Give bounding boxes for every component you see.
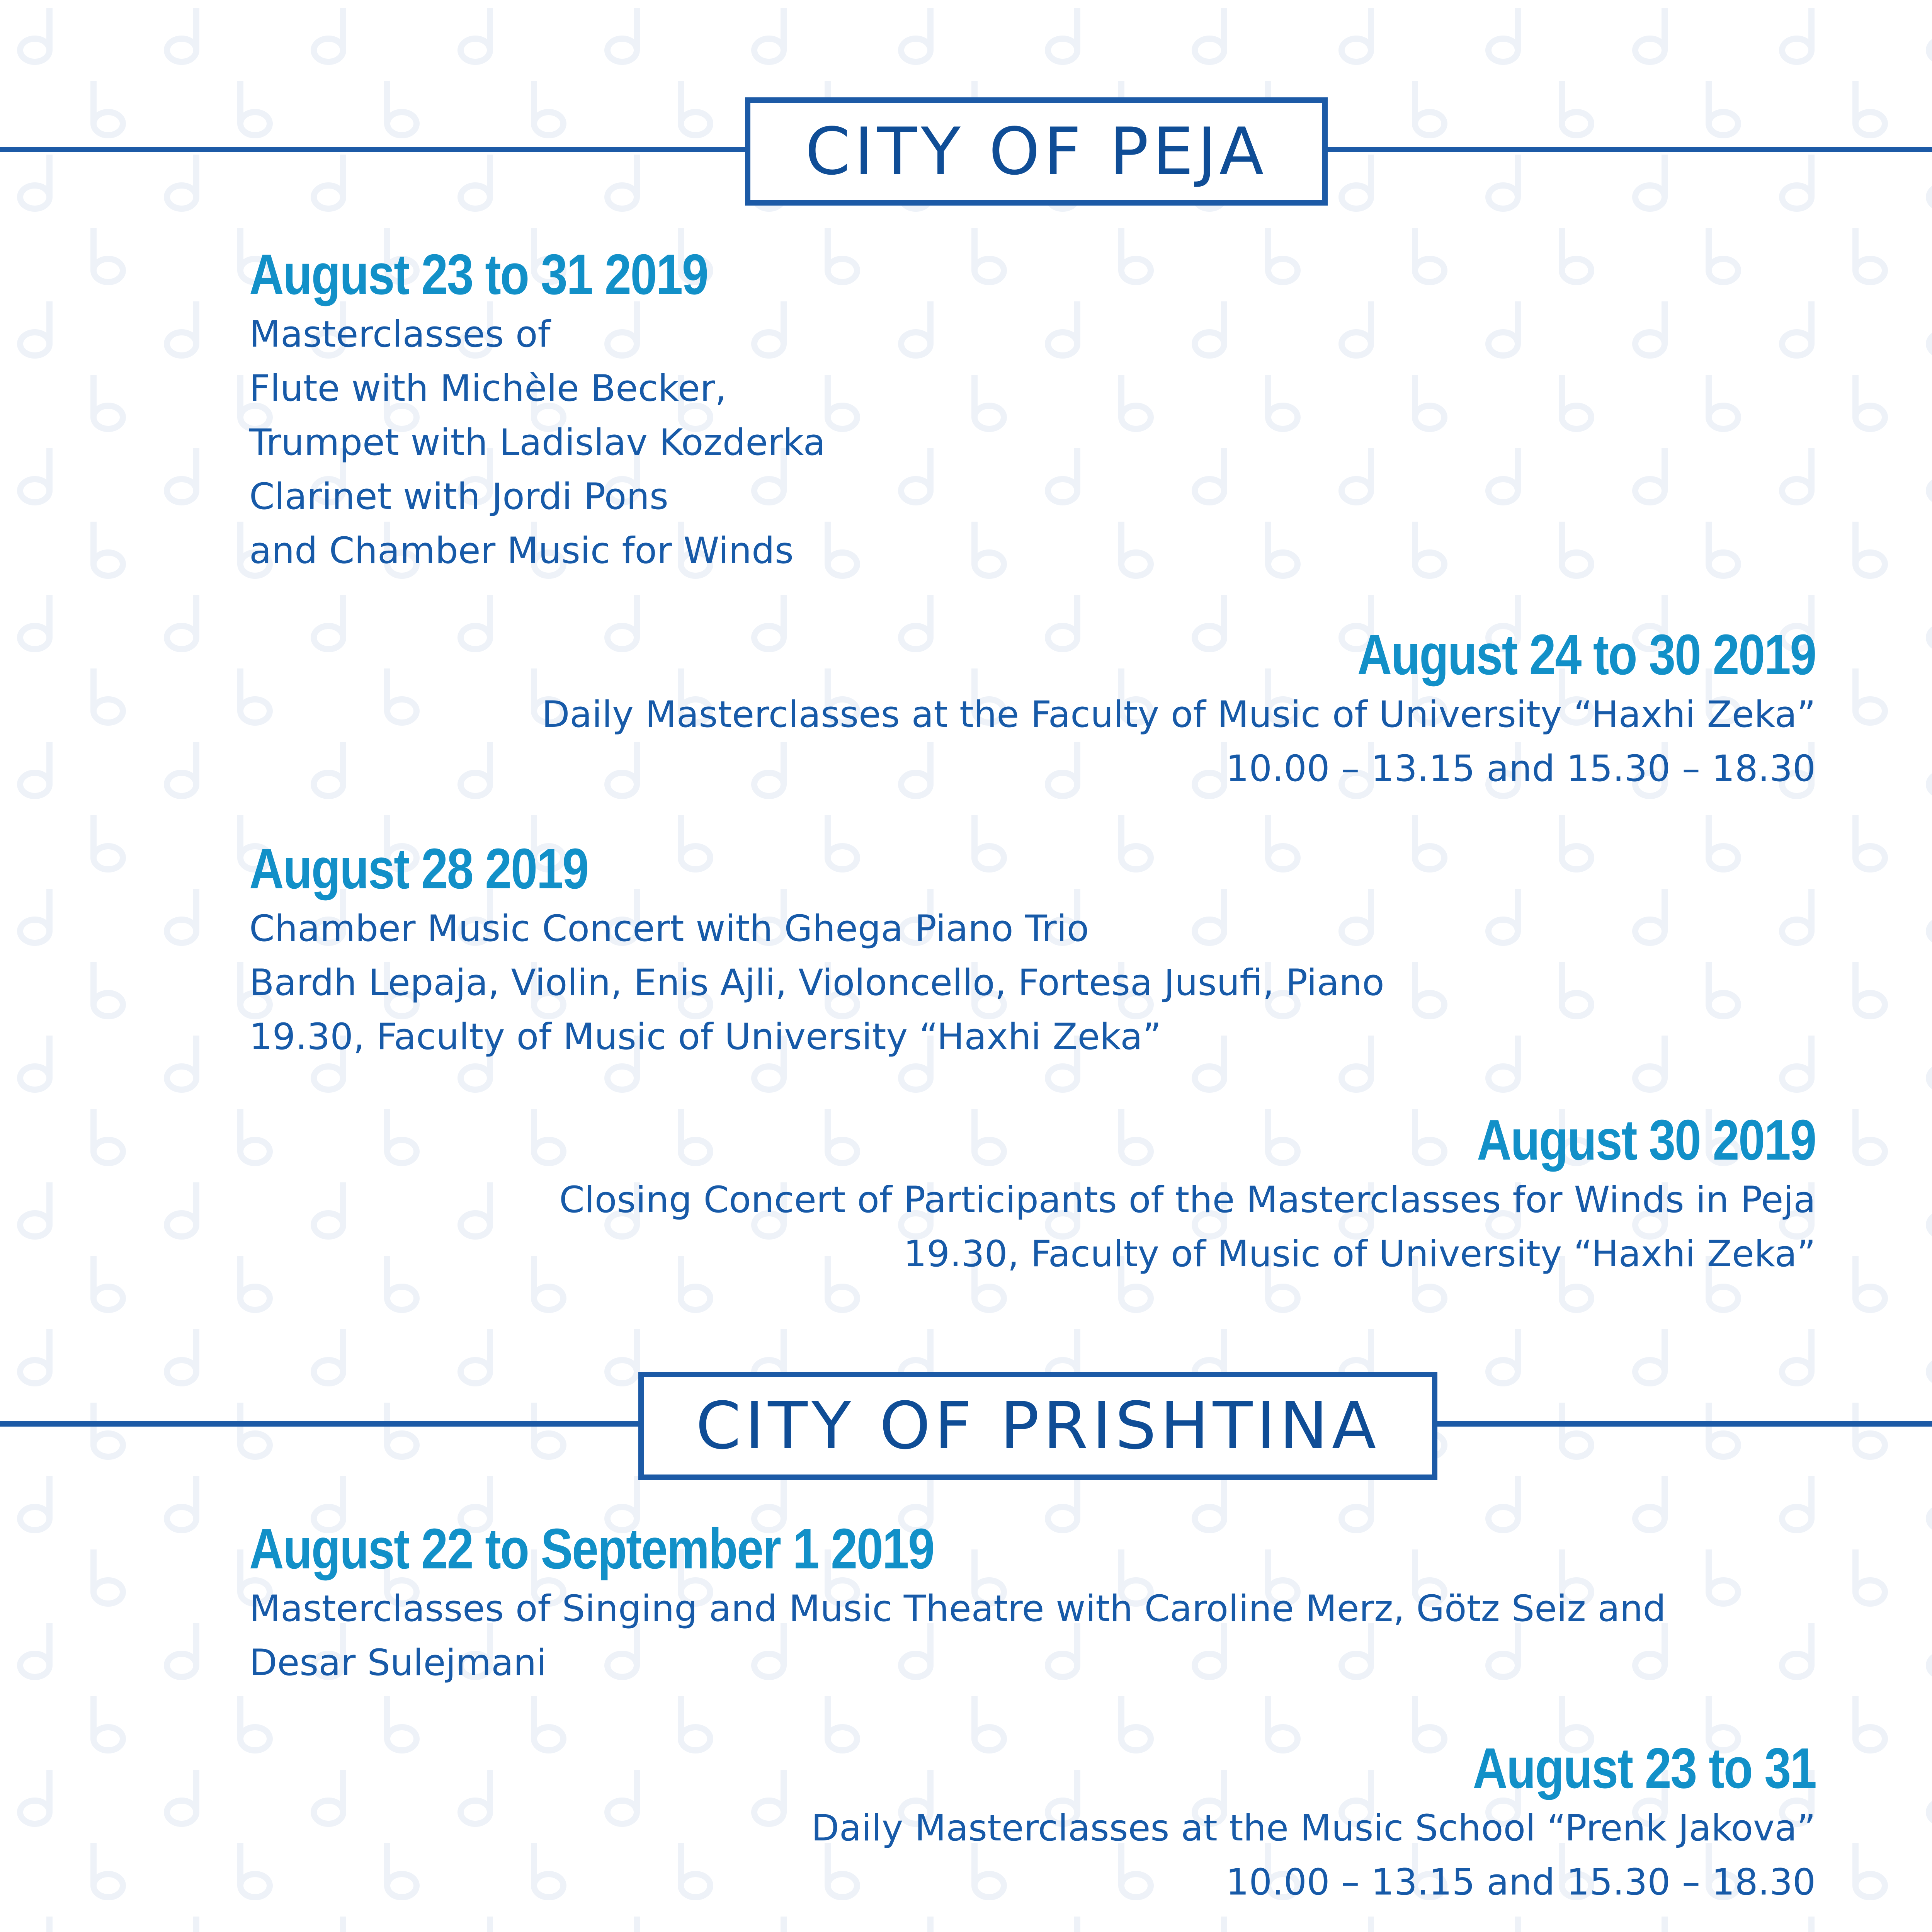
event-line: Bardh Lepaja, Violin, Enis Ajli, Violoncello, Fortesa Jusufi, Piano (249, 962, 1384, 1004)
event-line: Daily Masterclasses at the Music School “Prenk Jakova” (811, 1807, 1816, 1849)
event-line: Trumpet with Ladislav Kozderka (249, 422, 826, 464)
event-date: August 30 2019 (1477, 1108, 1816, 1172)
event-line: Closing Concert of Participants of the Masterclasses for Winds in Peja (559, 1179, 1816, 1221)
event-line: 19.30, Faculty of Music of University “Haxhi Zeka” (903, 1233, 1816, 1275)
peja-section-header (0, 97, 1932, 206)
event-line: Clarinet with Jordi Pons (249, 476, 668, 518)
peja-entry-2 (542, 622, 1816, 796)
prishtina-section-header (0, 1372, 1932, 1480)
event-line: Daily Masterclasses at the Faculty of Music of University “Haxhi Zeka” (542, 694, 1816, 736)
event-line: 10.00 – 13.15 and 15.30 – 18.30 (1226, 1861, 1816, 1903)
event-line: 19.30, Faculty of Music of University “Haxhi Zeka” (249, 1016, 1162, 1058)
prishtina-title: CITY OF PRISHTINA (638, 1372, 1437, 1480)
prishtina-entry-1 (249, 1516, 1666, 1690)
peja-entry-3 (249, 836, 1384, 1064)
event-line: Masterclasses of Singing and Music Theatre with Caroline Merz, Götz Seiz and (249, 1588, 1666, 1630)
event-line: and Chamber Music for Winds (249, 530, 794, 572)
event-date: August 23 to 31 2019 (249, 243, 708, 306)
event-line: Desar Sulejmani (249, 1642, 547, 1684)
event-date: August 22 to September 1 2019 (249, 1517, 934, 1581)
event-line: Chamber Music Concert with Ghega Piano Trio (249, 908, 1089, 950)
peja-entry-4 (559, 1107, 1816, 1281)
event-date: August 24 to 30 2019 (1357, 623, 1816, 687)
peja-entry-1 (249, 242, 825, 578)
event-line: 10.00 – 13.15 and 15.30 – 18.30 (1226, 748, 1816, 790)
event-line: Flute with Michèle Becker, (249, 367, 727, 410)
event-date: August 23 to 31 (1473, 1736, 1816, 1800)
event-date: August 28 2019 (249, 837, 588, 901)
prishtina-entry-2 (811, 1736, 1816, 1910)
event-line: Masterclasses of (249, 313, 551, 355)
peja-title: CITY OF PEJA (745, 97, 1328, 206)
